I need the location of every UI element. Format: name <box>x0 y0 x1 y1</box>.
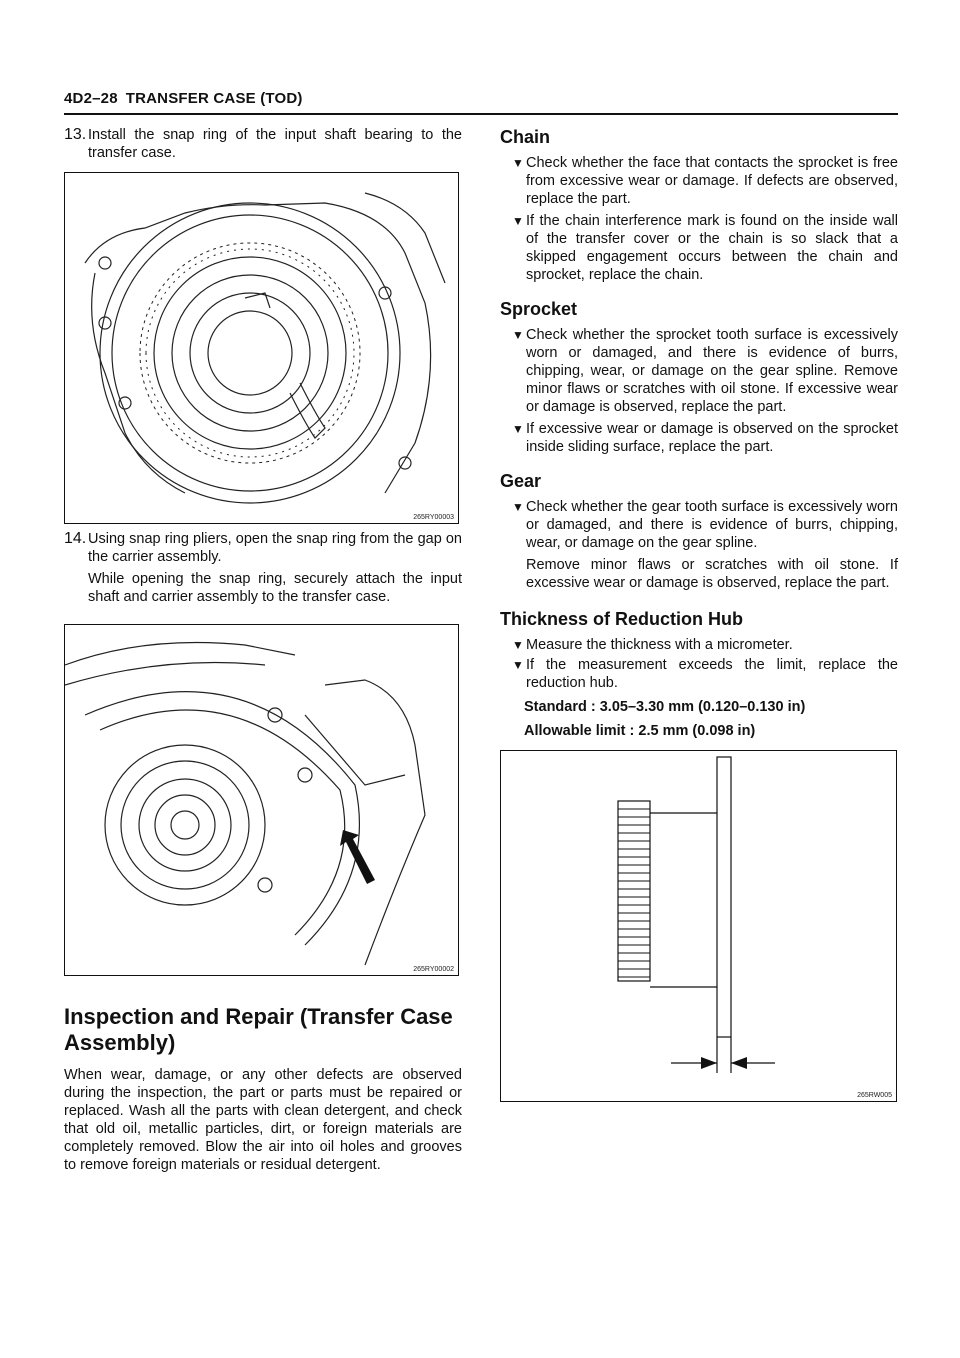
bullet-text: If excessive wear or damage is observed on the sprocket inside sliding surface, replace the part. <box>526 421 898 455</box>
bullet-text: Check whether the gear tooth surface is excessively worn or damaged, and there is evidence of burrs, chipping, wear, or damage on the gear spline. <box>526 499 898 551</box>
page-header <box>64 90 303 107</box>
header-rule <box>64 113 898 115</box>
bullet-item <box>512 656 898 692</box>
bullet-text: Measure the thickness with a micrometer. <box>526 637 793 653</box>
bullet-marker-icon: ▼ <box>512 328 524 342</box>
step-note: While opening the snap ring, securely attach the input shaft and carrier assembly to the transfer case. <box>88 571 462 605</box>
bullet-text: If the measurement exceeds the limit, replace the reduction hub. <box>526 657 898 691</box>
step-number: 14. <box>64 530 87 547</box>
bullet-text: If the chain interference mark is found on the inside wall of the transfer cover or the chain is so slack that a skipped engagement occurs between the chain and sprocket, replace the chain. <box>526 213 898 283</box>
bullet-item <box>512 498 898 552</box>
bullet-marker-icon: ▼ <box>512 500 524 514</box>
bullet-marker-icon: ▼ <box>512 638 524 652</box>
heading-chain: Chain <box>500 127 551 147</box>
bullet-item <box>512 326 898 416</box>
allowable-limit-spec: Allowable limit : 2.5 mm (0.098 in) <box>524 723 756 739</box>
right-column <box>500 126 898 1102</box>
gear-note: Remove minor flaws or scratches with oil stone. If excessive wear or damage is observed, replace the part. <box>526 557 898 591</box>
step-14 <box>64 530 462 606</box>
figure-carrier-assembly <box>64 624 459 976</box>
step-number: 13. <box>64 126 87 143</box>
bullet-marker-icon: ▼ <box>512 214 524 228</box>
bullet-text: Check whether the sprocket tooth surface is excessively worn or damaged, and there is evidence of burrs, chipping, wear, or damage on the gear spline. Remove minor flaws or scratches with oil stone. If excessive wear or damage is observed, replace the part. <box>526 327 898 415</box>
step-13 <box>64 126 462 162</box>
bullet-item <box>512 154 898 208</box>
step-text: Using snap ring pliers, open the snap ring from the gap on the carrier assembly. <box>88 531 462 565</box>
bullet-item <box>512 420 898 456</box>
section-heading: Inspection and Repair (Transfer Case Assembly) <box>64 1004 453 1055</box>
section-title: TRANSFER CASE (TOD) <box>125 90 303 107</box>
reduction-hub-diagram-icon <box>501 751 896 1101</box>
bullet-marker-icon: ▼ <box>512 658 524 672</box>
bullet-item <box>512 212 898 284</box>
left-column <box>64 126 462 1174</box>
figure-code: 265RW005 <box>857 1092 892 1099</box>
heading-gear: Gear <box>500 471 542 491</box>
bullet-marker-icon: ▼ <box>512 422 524 436</box>
heading-reduction-hub: Thickness of Reduction Hub <box>500 609 744 629</box>
bullet-text: Check whether the face that contacts the sprocket is free from excessive wear or damage. If defects are observed, replace the part. <box>526 155 898 207</box>
bullet-item <box>512 636 898 654</box>
standard-spec: Standard : 3.05–3.30 mm (0.120–0.130 in) <box>524 699 806 715</box>
step-text: Install the snap ring of the input shaft bearing to the transfer case. <box>88 127 462 161</box>
carrier-illustration-icon <box>65 625 458 975</box>
section-body: When wear, damage, or any other defects are observed during the inspection, the part or parts must be repaired or replaced. Wash all the parts with clean detergent, and check that old oil, metallic particles, dirt, or foreign materials are completely removed. Blow the air into oil holes and grooves to remove foreign materials or residual detergent. <box>64 1067 462 1173</box>
figure-code: 265RY00002 <box>413 966 454 973</box>
figure-reduction-hub <box>500 750 897 1102</box>
heading-sprocket: Sprocket <box>500 299 578 319</box>
gear-illustration-icon <box>65 173 458 523</box>
figure-code: 265RY00003 <box>413 514 454 521</box>
bullet-marker-icon: ▼ <box>512 156 524 170</box>
figure-snap-ring-bearing <box>64 172 459 524</box>
page-code: 4D2–28 <box>64 90 118 107</box>
